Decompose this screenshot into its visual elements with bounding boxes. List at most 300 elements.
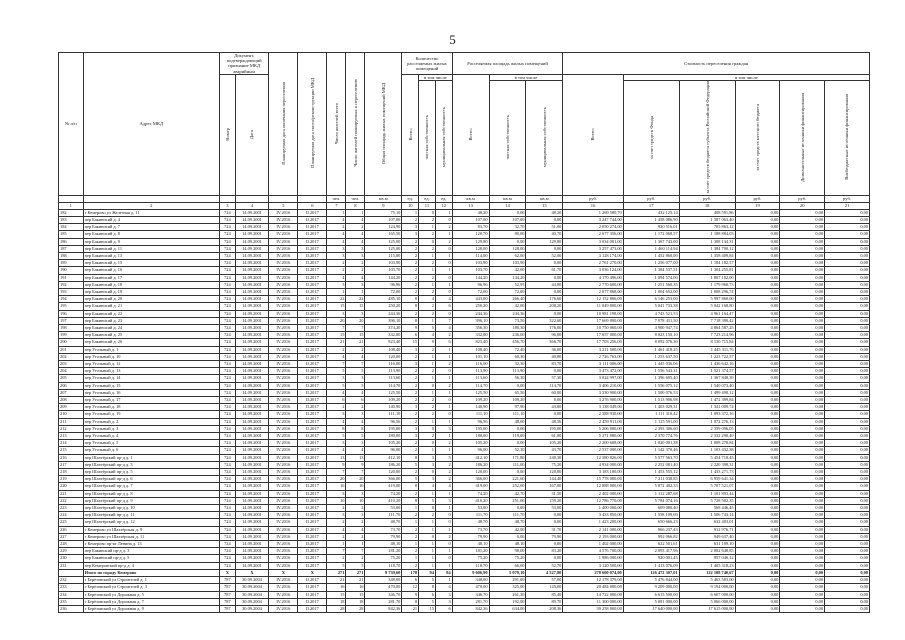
table-cell: 114,70 [526,382,563,389]
table-cell: 94 [419,569,436,576]
table-cell: IV.2016 [269,505,298,512]
table-cell: пер Бакинский д. 11 [83,245,219,252]
table-cell: 113,60 [452,375,489,382]
table-cell: 145,00 [526,584,563,591]
table-cell: 1 [435,281,452,288]
table-cell: 5 041 733,38 [623,303,679,310]
table-cell: 0,00 [825,584,870,591]
table-cell: 0,00 [735,375,780,382]
table-cell: 3 [346,490,365,497]
table-cell: 8 [402,317,419,324]
table-cell: 74,20 [452,490,489,497]
header-cost-group: Стоимость переселения граждан [563,53,870,75]
table-row [59,598,870,605]
table-cell: IV.2016 [269,577,298,584]
table-cell: 0,00 [735,404,780,411]
table-cell: 2 [402,418,419,425]
table-cell: 2 [327,404,346,411]
table-cell: 1 [419,562,436,569]
header-cost-incl: в том числе [623,74,869,80]
table-cell: 43,00 [526,404,563,411]
table-cell: 346,70 [452,591,489,598]
table-cell: 412,10 [365,454,402,461]
table-cell: 108,40 [365,346,402,353]
table-cell: 3 [327,411,346,418]
table-row [59,274,870,281]
table-cell: 0,00 [735,497,780,504]
table-cell: 0,00 [735,260,780,267]
table-cell: 2 [402,252,419,259]
table-cell: 0,00 [780,440,825,447]
table-cell: 0,00 [825,274,870,281]
table-cell: 15 778 000,00 [563,476,623,483]
table-cell: 75,10 [365,209,402,216]
table-row [59,533,870,540]
table-cell: 1 172 068,57 [623,231,679,238]
table-cell: 0,00 [735,447,780,454]
table-cell: 2 193 000,00 [563,533,623,540]
table-cell: 9 739,60 [365,569,402,576]
table-cell: 0,00 [735,555,780,562]
table-cell: 609 080,40 [623,505,679,512]
table-cell: 0,00 [735,303,780,310]
table-cell: 120,00 [365,353,402,360]
table-cell: 823,40 [365,339,402,346]
table-cell: IV.2016 [269,361,298,368]
table-cell: 1 [419,541,436,548]
table-cell: 949 637,40 [679,533,735,540]
table-cell: 89,70 [526,598,563,605]
table-cell: 6 [435,303,452,310]
header-doc-date: Дата [235,74,269,195]
table-cell: 0,00 [735,591,780,598]
table-cell: 2 [419,411,436,418]
table-cell: 40,80 [526,353,563,360]
table-cell: 7 [327,361,346,368]
table-cell: 10 [346,497,365,504]
table-cell: 3 [327,440,346,447]
table-cell: 96,96 [365,281,402,288]
table-cell: 0,00 [780,483,825,490]
table-cell: 5 [402,461,419,468]
table-cell: 0,00 [526,245,563,252]
table-cell: 724 [220,303,236,310]
table-cell: 0,00 [780,245,825,252]
table-cell: 0,00 [735,541,780,548]
table-cell: 2 [419,274,436,281]
table-cell: пер Бакинский д. 24 [83,324,219,331]
table-cell: 227 [59,533,84,540]
table-cell: 14.09.2001 [235,245,269,252]
table-cell: пер Шахтёрский пр-д д. 5 [83,469,219,476]
table-cell: 14.09.2001 [235,562,269,569]
table-cell: 96,56 [452,418,489,425]
table-cell: 9 [327,461,346,468]
table-cell: 0,00 [735,274,780,281]
table-cell: 5 [419,324,436,331]
header-plan-end: Планируемая дата окончания переселения [269,53,298,196]
table-cell: 0,00 [735,231,780,238]
table-cell: 2 [346,224,365,231]
table-cell: 18 [346,598,365,605]
table-cell: 97,90 [489,404,526,411]
table-cell: 0,00 [780,310,825,317]
table-cell: II.2017 [298,245,327,252]
table-cell: 1 072 276,13 [679,418,735,425]
table-cell: IV.2016 [269,209,298,216]
table-cell: 0,00 [780,461,825,468]
column-number-cell-16: 16 [563,202,623,209]
table-cell: 1 [435,418,452,425]
table-cell: 2 [419,346,436,353]
header-number: № п/п [59,53,84,196]
table-cell: 3 120 500,00 [563,562,623,569]
table-cell: II.2017 [298,404,327,411]
table-cell: 30.09.2004 [235,577,269,584]
table-cell: 0,00 [780,519,825,526]
table-cell: 3 [327,281,346,288]
table-cell: 0,00 [735,368,780,375]
table-cell: 28 [327,605,346,612]
table-cell: 0,00 [735,332,780,339]
table-cell: 96,00 [526,332,563,339]
table-cell: 3 128 174,00 [563,252,623,259]
table-cell: 0,00 [735,353,780,360]
table-cell: 2 [402,533,419,540]
table-cell: 8 092 076,30 [623,339,679,346]
header-count-municipal: муниципальная собственность [435,81,452,196]
table-cell: II.2017 [298,425,327,432]
table-cell: 3 [435,598,452,605]
table-cell: 3 [402,346,419,353]
table-cell: 3 [402,361,419,368]
table-cell: 2 [402,397,419,404]
table-cell: 109,20 [452,397,489,404]
table-cell: 0,00 [735,505,780,512]
table-cell: 8 [402,303,419,310]
table-cell: 724 [220,310,236,317]
table-cell: 2 [327,519,346,526]
table-cell: 2 252 081,40 [623,461,679,468]
table-cell: 2 [435,382,452,389]
table-cell: 85,40 [526,591,563,598]
table-cell: 217 [59,461,84,468]
table-cell: 66,00 [489,562,526,569]
column-number-cell-5: 5 [269,202,298,209]
table-cell: 0,00 [780,368,825,375]
table-cell: IV.2016 [269,317,298,324]
table-cell: 236 [59,605,84,612]
column-number-cell-20: 20 [780,202,825,209]
table-cell: 53,00 [365,505,402,512]
table-cell: 3 [419,476,436,483]
table-cell: 2 [419,216,436,223]
table-cell: 16 [327,584,346,591]
table-cell: II.2017 [298,231,327,238]
table-cell: пер Бакинский д. 13 [83,252,219,259]
table-cell: 140,90 [365,404,402,411]
table-cell: 14.09.2001 [235,260,269,267]
table-cell: 4 [327,526,346,533]
table-cell: 3 [327,310,346,317]
table-cell: 115,80 [365,252,402,259]
table-cell: 125,50 [452,389,489,396]
table-cell: 419,00 [365,483,402,490]
table-cell: II.2017 [298,310,327,317]
table-cell: 14.09.2001 [235,512,269,519]
column-number-cell-19: 19 [735,202,780,209]
table-cell: 912 976,71 [679,526,735,533]
table-cell: 14.09.2001 [235,267,269,274]
table-cell: 1 [435,505,452,512]
table-cell: 16 [327,483,346,490]
table-cell: 0,00 [735,584,780,591]
table-cell: 266,40 [489,296,526,303]
table-cell: IV.2016 [269,591,298,598]
table-cell: 0,00 [825,505,870,512]
table-cell: 144,20 [365,274,402,281]
table-cell: 0,00 [735,577,780,584]
table-row [59,260,870,267]
table-cell: 17 657 000,00 [563,332,623,339]
table-cell: 14.09.2001 [235,332,269,339]
table-row [59,332,870,339]
table-cell: 366,00 [452,476,489,483]
table-cell: 183 [59,216,84,223]
table-cell: 724 [220,548,236,555]
table-cell: 2 402 000,00 [563,490,623,497]
table-cell: пер Шахтёрский пр-д д. 8 [83,490,219,497]
table-cell: 3 138 049,00 [563,404,623,411]
table-cell: 0 [419,533,436,540]
table-cell: 1 093 372,16 [679,411,735,418]
table-cell: пер Шахтёрский пр-д д. 1 [83,454,219,461]
table-cell: 4 [327,389,346,396]
table-cell: II.2017 [298,339,327,346]
table-cell: 5 454 718,45 [679,454,735,461]
table-cell: 5 079,10 [489,569,526,576]
table-cell: 271 [327,569,346,576]
table-cell: II.2017 [298,260,327,267]
table-cell: 206 [59,382,84,389]
table-cell: 15 [346,332,365,339]
table-cell: 2 [402,526,419,533]
table-cell: 0 [435,541,452,548]
table-cell: 42,00 [489,526,526,533]
table-cell: 0,00 [825,490,870,497]
table-cell: 2 770 600,00 [563,281,623,288]
table-cell: 20 [346,476,365,483]
table-cell: 6 146 253,00 [623,296,679,303]
table-cell: 5 [327,562,346,569]
table-cell: 0,00 [735,490,780,497]
table-cell: 7 [346,324,365,331]
column-number-cell-15: 15 [526,202,563,209]
table-cell: 0,00 [825,440,870,447]
table-cell: 222 [59,497,84,504]
table-cell: 4 [346,447,365,454]
table-cell: 223 [59,505,84,512]
table-cell: II.2017 [298,346,327,353]
table-cell: г Кемерово ул Шахтёрская д. 9 [83,526,219,533]
table-cell: 0,00 [825,577,870,584]
table-cell: 0 [419,209,436,216]
table-cell: 220 [59,483,84,490]
table-cell: 2 [419,368,436,375]
table-cell: 0,00 [735,425,780,432]
table-cell: 4 [327,418,346,425]
table-cell: II.2017 [298,288,327,295]
table-cell: 724 [220,497,236,504]
table-cell: 0,00 [735,526,780,533]
table-cell: 14.09.2001 [235,303,269,310]
table-cell: 14.09.2001 [235,404,269,411]
table-cell: 0,00 [825,339,870,346]
table-cell: 0,00 [735,454,780,461]
table-cell: 14.09.2001 [235,497,269,504]
table-cell: IV.2016 [269,339,298,346]
table-cell: II.2017 [298,332,327,339]
table-cell: 105,20 [365,440,402,447]
table-cell: 232 [59,577,84,584]
table-cell: 0,00 [780,548,825,555]
table-cell: 195,00 [365,425,402,432]
table-cell: 2 [402,353,419,360]
column-number-cell-4: 4 [235,202,269,209]
table-cell: 2 [402,238,419,245]
table-row [59,324,870,331]
table-cell: 5 206 800,00 [563,425,623,432]
table-cell: 75,20 [489,555,526,562]
table-cell: 568 446,45 [679,505,735,512]
table-cell: 14.09.2001 [235,476,269,483]
table-cell: 0,00 [489,238,526,245]
table-cell: 724 [220,375,236,382]
table-cell: 14.09.2001 [235,317,269,324]
table-cell: 0,00 [735,310,780,317]
table-cell: 15 [402,339,419,346]
table-cell: IV.2016 [269,605,298,612]
table-row [59,461,870,468]
table-cell: 2 [402,260,419,267]
table-cell: 2 [402,411,419,418]
table-cell: 79,90 [526,533,563,540]
table-cell: 1 304 255,81 [679,267,735,274]
table-cell: IV.2016 [269,483,298,490]
table-cell: 0,00 [825,361,870,368]
table-cell: 103,90 [489,260,526,267]
table-cell: 3 [435,591,452,598]
table-cell: 0,00 [735,288,780,295]
table-cell: 0 [419,440,436,447]
table-cell: 0,00 [780,505,825,512]
table-cell: 0,00 [735,461,780,468]
table-cell: 12 [402,584,419,591]
header-cost-local: за счет средств местного бюджета [735,81,780,196]
table-cell: 14.09.2001 [235,447,269,454]
table-cell: 1 [435,209,452,216]
table-row [59,231,870,238]
relocation-table-sheet [58,52,870,613]
table-cell: 195,00 [526,425,563,432]
table-cell: 2 [419,512,436,519]
table-cell: IV.2016 [269,555,298,562]
table-cell: 14.09.2001 [235,346,269,353]
table-cell: II.2017 [298,224,327,231]
table-row [59,469,870,476]
table-cell: II.2017 [298,375,327,382]
table-cell: 0 [435,310,452,317]
table-cell: 724 [220,339,236,346]
table-cell: 332,00 [452,332,489,339]
table-cell: 4 [346,274,365,281]
table-cell: 1 [435,346,452,353]
table-cell: 96,00 [365,447,402,454]
table-cell: 0,00 [735,533,780,540]
table-cell: 18 [327,598,346,605]
table-cell: пер Бакинский д. 17 [83,274,219,281]
table-cell: 1 [419,353,436,360]
table-cell: 724 [220,238,236,245]
table-cell: 3 [327,375,346,382]
table-cell: пер Шахтёрский пр-д д. 6 [83,476,219,483]
table-cell: пер Бакинский д. 22 [83,310,219,317]
table-cell: 1 436 642,16 [679,361,735,368]
table-cell: 103,70 [452,267,489,274]
table-cell: 2 677 356,00 [563,231,623,238]
table-cell: 211 [59,418,84,425]
table-cell: 57,30 [526,375,563,382]
table-cell: 724 [220,541,236,548]
table-cell: 4 961 164,47 [679,310,735,317]
table-cell: 966 237,43 [623,526,679,533]
table-cell: IV.2016 [269,267,298,274]
table-cell: 1 986 000,00 [563,555,623,562]
table-cell: 128,00 [489,245,526,252]
table-cell: 787 [220,577,236,584]
table-cell: пер Шахтёрский пр-д д. 9 [83,497,219,504]
table-cell: 111,70 [452,512,489,519]
header-plan-demolish: Планируемая дата сноса/реконструкции МКД [298,53,327,196]
table-cell: 0,00 [489,533,526,540]
table-cell: 7 [327,469,346,476]
table-cell: 3 [402,231,419,238]
table-cell: 118,70 [452,562,489,569]
table-cell: 0,00 [780,454,825,461]
table-row [59,555,870,562]
table-cell: 4 [435,324,452,331]
table-cell: 0,00 [526,519,563,526]
table-cell: 0,00 [526,512,563,519]
header-count-incl: в том числе [419,74,453,80]
table-cell: 14.09.2001 [235,533,269,540]
header-document-group: Документ, подтверждающий признание МКД аварийным [220,53,269,75]
table-cell: 1 [419,267,436,274]
table-cell: 32,30 [489,361,526,368]
table-cell: 2 370 774,76 [623,433,679,440]
table-cell: IV.2016 [269,274,298,281]
table-cell: 182 [59,209,84,216]
table-cell: 0,00 [825,476,870,483]
table-cell: II.2017 [298,216,327,223]
table-cell: IV.2016 [269,238,298,245]
table-header [59,53,870,210]
table-cell: 2 [402,512,419,519]
table-cell: 62,00 [489,252,526,259]
table-cell: 0,00 [780,389,825,396]
table-cell: 32,70 [489,224,526,231]
table-cell: 3 [346,375,365,382]
